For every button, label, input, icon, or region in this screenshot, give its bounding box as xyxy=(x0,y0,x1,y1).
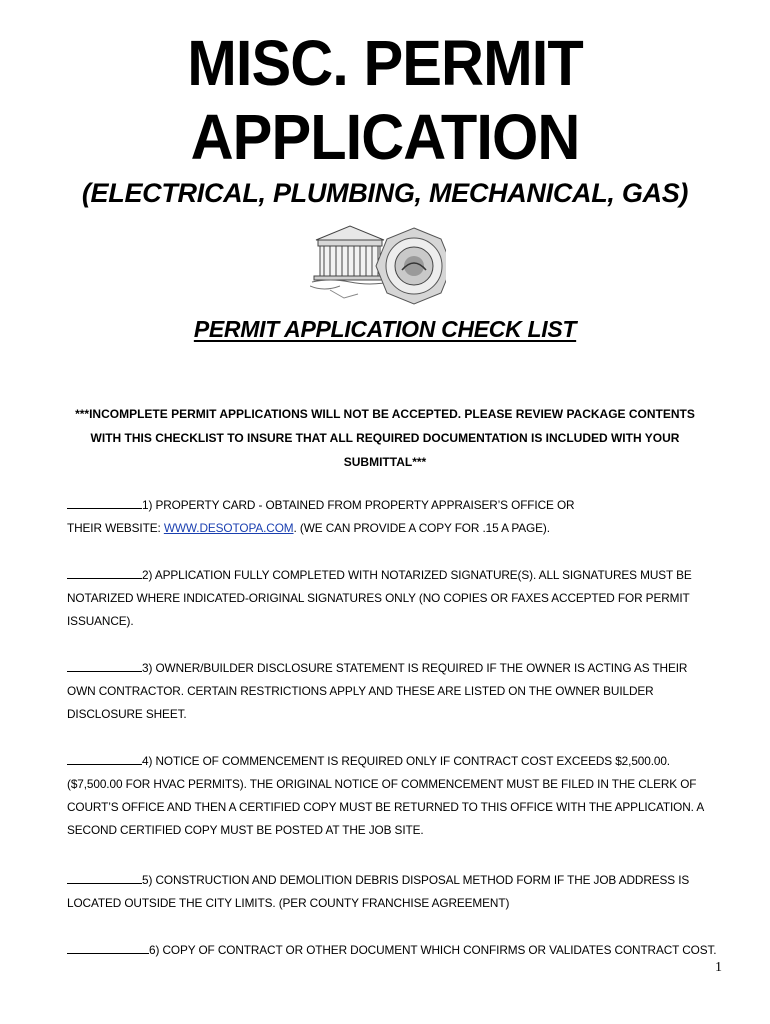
item-text: LOCATED OUTSIDE THE CITY LIMITS. (PER COUNTY FRANCHISE AGREEMENT) xyxy=(67,896,510,910)
checkbox-blank[interactable] xyxy=(67,942,149,954)
checkbox-blank[interactable] xyxy=(67,567,142,579)
checklist-item-5 xyxy=(67,869,727,915)
item-text: SECOND CERTIFIED COPY MUST BE POSTED AT THE JOB SITE. xyxy=(67,823,424,837)
checklist-item-4 xyxy=(67,750,727,842)
checklist-item-6 xyxy=(67,939,727,962)
item-text: 2) APPLICATION FULLY COMPLETED WITH NOTARIZED SIGNATURE(S). ALL SIGNATURES MUST BE xyxy=(142,568,692,582)
checkbox-blank[interactable] xyxy=(67,753,142,765)
item-text: 3) OWNER/BUILDER DISCLOSURE STATEMENT IS REQUIRED IF THE OWNER IS ACTING AS THEIR xyxy=(142,661,688,675)
item-text: 6) COPY OF CONTRACT OR OTHER DOCUMENT WHICH CONFIRMS OR VALIDATES CONTRACT COST. xyxy=(149,943,717,957)
warning-line: ***INCOMPLETE PERMIT APPLICATIONS WILL NOT BE ACCEPTED. PLEASE REVIEW PACKAGE CONTENTS xyxy=(75,407,695,421)
item-text: 5) CONSTRUCTION AND DEMOLITION DEBRIS DISPOSAL METHOD FORM IF THE JOB ADDRESS IS xyxy=(142,873,690,887)
page-subtitle: (ELECTRICAL, PLUMBING, MECHANICAL, GAS) xyxy=(81,178,689,208)
checkbox-blank[interactable] xyxy=(67,872,142,884)
incomplete-application-warning xyxy=(40,402,730,474)
checklist-item-1 xyxy=(67,494,727,540)
item-text: ($7,500.00 FOR HVAC PERMITS). THE ORIGINAL NOTICE OF COMMENCEMENT MUST BE FILED IN THE CLERK OF xyxy=(67,777,697,791)
checkbox-blank[interactable] xyxy=(67,660,142,672)
item-text: THEIR WEBSITE: xyxy=(67,521,164,535)
item-text: 1) PROPERTY CARD - OBTAINED FROM PROPERTY APPRAISER’S OFFICE OR xyxy=(142,498,575,512)
item-text: DISCLOSURE SHEET. xyxy=(67,707,187,721)
warning-line: WITH THIS CHECKLIST TO INSURE THAT ALL REQUIRED DOCUMENTATION IS INCLUDED WITH YOUR xyxy=(90,431,680,445)
item-text: OWN CONTRACTOR. CERTAIN RESTRICTIONS APPLY AND THESE ARE LISTED ON THE OWNER BUILDER xyxy=(67,684,654,698)
checklist-item-2 xyxy=(67,564,727,633)
website-link[interactable]: WWW.DESOTOPA.COM xyxy=(163,521,294,535)
courthouse-seal-icon xyxy=(310,218,446,308)
item-text: 4) NOTICE OF COMMENCEMENT IS REQUIRED ONLY IF CONTRACT COST EXCEEDS $2,500.00. xyxy=(142,754,670,768)
checkbox-blank[interactable] xyxy=(67,497,142,509)
item-text: . (WE CAN PROVIDE A COPY FOR .15 A PAGE). xyxy=(293,521,550,535)
item-text: COURT’S OFFICE AND THEN A CERTIFIED COPY MUST BE RETURNED TO THIS OFFICE WITH THE APPLICATION. A xyxy=(67,800,705,814)
item-text: ISSUANCE). xyxy=(67,614,134,628)
checklist-heading: PERMIT APPLICATION CHECK LIST xyxy=(193,316,577,342)
warning-line: SUBMITTAL*** xyxy=(343,455,427,469)
page-title-line-1: MISC. PERMIT xyxy=(187,27,583,99)
checklist-item-3 xyxy=(67,657,727,726)
item-text: NOTARIZED WHERE INDICATED-ORIGINAL SIGNATURES ONLY (NO COPIES OR FAXES ACCEPTED FOR PERMIT xyxy=(67,591,690,605)
page-title-line-2: APPLICATION xyxy=(190,101,580,173)
page-number: 1 xyxy=(715,960,722,975)
